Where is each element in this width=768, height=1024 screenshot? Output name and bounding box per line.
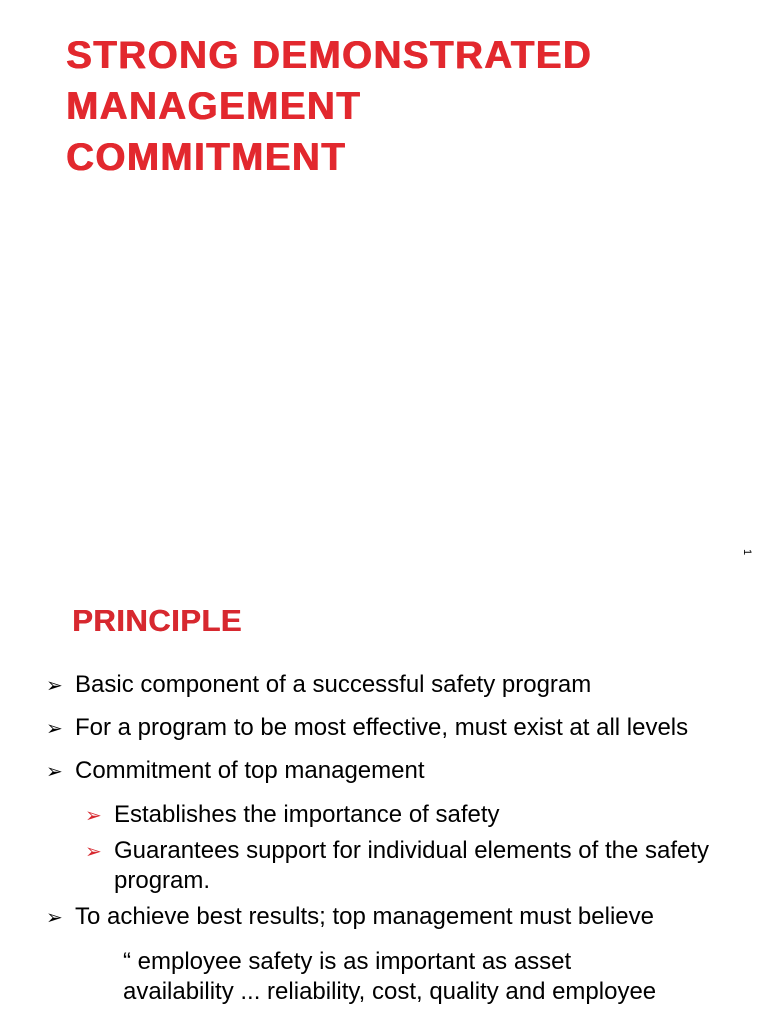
bullet-item: [46, 713, 746, 743]
page-number: 1: [740, 548, 753, 556]
slide-heading: PRINCIPLE: [72, 603, 242, 638]
sub-bullet-item: [46, 836, 746, 896]
bullet-item: [46, 670, 746, 700]
bullet-text: Commitment of top management: [75, 757, 425, 784]
sub-bullet-text: Guarantees support for individual elements of the safety program.: [114, 837, 710, 894]
quote-text: “ employee safety is as important as asset availability ... reliability, cost, quality and employee: [123, 948, 657, 1005]
sub-bullet-item: [46, 800, 746, 830]
arrow-bullet-icon: ➢: [46, 905, 63, 929]
bullet-item: [46, 756, 746, 786]
bullet-text: Basic component of a successful safety program: [75, 671, 592, 698]
bullet-list: [46, 670, 746, 1007]
arrow-bullet-icon: ➢: [46, 759, 63, 783]
arrow-bullet-icon: ➢: [46, 673, 63, 697]
arrow-bullet-icon: ➢: [85, 803, 102, 827]
arrow-bullet-icon: ➢: [46, 716, 63, 740]
sub-bullet-text: Establishes the importance of safety: [114, 801, 500, 828]
bullet-text: To achieve best results; top management must believe: [75, 903, 654, 930]
bullet-item: [46, 902, 746, 932]
principle-slide: [0, 566, 768, 1024]
bullet-text: For a program to be most effective, must exist at all levels: [75, 714, 689, 741]
slide-title: STRONG DEMONSTRATED MANAGEMENT COMMITMENT: [66, 34, 593, 179]
arrow-bullet-icon: ➢: [85, 839, 102, 863]
